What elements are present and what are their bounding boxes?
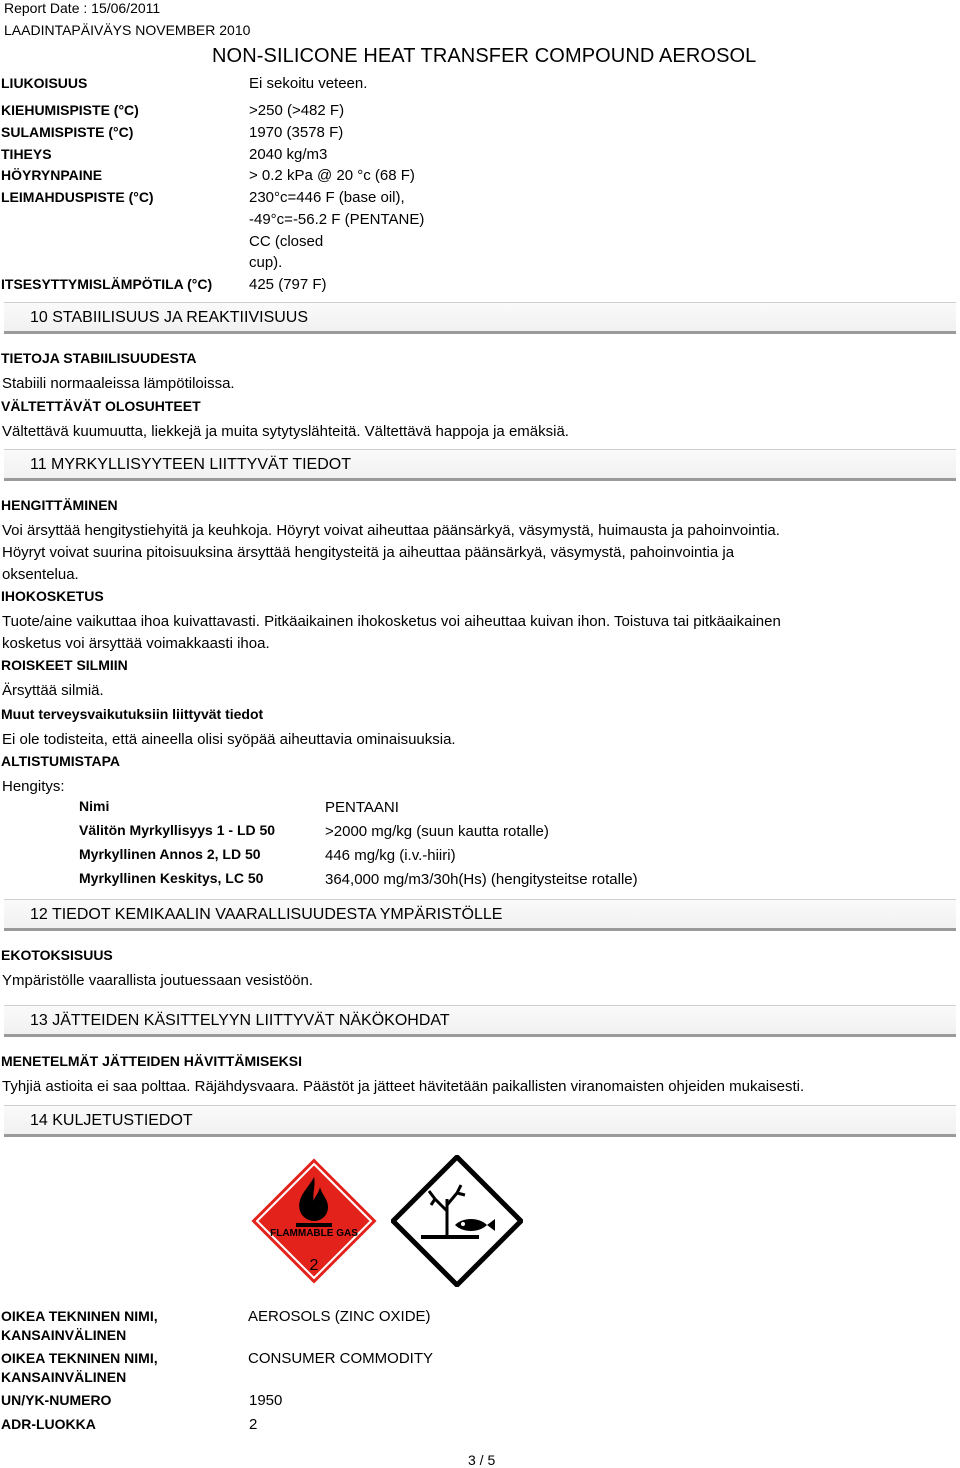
tox-label: Välitön Myrkyllisyys 1 - LD 50: [79, 822, 276, 838]
section-11-header: [4, 449, 956, 481]
property-value: Ei sekoitu veteen.: [249, 75, 368, 92]
tox-label: Nimi: [79, 798, 110, 814]
property-label: TIHEYS: [1, 146, 52, 162]
product-title: NON-SILICONE HEAT TRANSFER COMPOUND AEROSOL: [212, 45, 757, 67]
flammable-gas-pictogram: [248, 1155, 380, 1287]
tox-value: 364,000 mg/m3/30h(Hs) (hengitysteitse rotalle): [325, 871, 638, 888]
transport-label: KANSAINVÄLINEN: [1, 1327, 127, 1343]
ecotoxicity-text: Ympäristölle vaarallista joutuessaan vesistöön.: [2, 972, 313, 989]
section-title: 12 TIEDOT KEMIKAALIN VAARALLISUUDESTA YMPÄRISTÖLLE: [30, 906, 503, 923]
inhalation-text: Höyryt voivat suurina pitoisuuksina ärsyttää hengitysteitä ja aiheuttaa päänsärkyä, väsymystä, pahoinvointia ja: [2, 544, 735, 561]
tox-value: >2000 mg/kg (suun kautta rotalle): [325, 823, 549, 840]
un-number-value: 1950: [249, 1392, 283, 1409]
tox-value: PENTAANI: [325, 799, 399, 816]
disposal-methods-label: MENETELMÄT JÄTTEIDEN HÄVITTÄMISEKSI: [1, 1053, 303, 1069]
ecotoxicity-label: EKOTOKSISUUS: [1, 947, 113, 963]
report-date: Report Date : 15/06/2011: [4, 0, 161, 16]
transport-value: CONSUMER COMMODITY: [248, 1350, 433, 1367]
eye-label: ROISKEET SILMIIN: [1, 657, 128, 673]
skin-label: IHOKOSKETUS: [1, 588, 104, 604]
property-value: 2040 kg/m3: [249, 146, 328, 163]
section-12-header: [4, 899, 956, 931]
transport-label: OIKEA TEKNINEN NIMI,: [1, 1350, 158, 1366]
transport-value: AEROSOLS (ZINC OXIDE): [248, 1308, 431, 1325]
property-label: SULAMISPISTE (°C): [1, 124, 134, 140]
property-value: 1970 (3578 F): [249, 124, 344, 141]
page-number: 3 / 5: [468, 1452, 496, 1468]
revision-date: LAADINTAPÄIVÄYS NOVEMBER 2010: [4, 22, 251, 38]
tox-label: Myrkyllinen Annos 2, LD 50: [79, 846, 261, 862]
other-effects-text: Ei ole todisteita, että aineella olisi syöpää aiheuttavia ominaisuuksia.: [2, 731, 456, 748]
adr-class-value: 2: [249, 1416, 258, 1433]
property-label: HÖYRYNPAINE: [1, 167, 103, 183]
property-value: CC (closed: [249, 233, 324, 250]
hazard-class-number: 2: [309, 1257, 319, 1274]
section-title: 14 KULJETUSTIEDOT: [30, 1112, 193, 1129]
un-number-label: UN/YK-NUMERO: [1, 1392, 112, 1408]
transport-label: KANSAINVÄLINEN: [1, 1369, 127, 1385]
disposal-methods-text: Tyhjiä astioita ei saa polttaa. Räjähdysvaara. Päästöt ja jätteet hävitetään paikallisten viranomaisten ohjeiden mukaisesti.: [2, 1078, 805, 1095]
transport-label: OIKEA TEKNINEN NIMI,: [1, 1308, 158, 1324]
section-10-header: [4, 302, 956, 334]
property-label: LIUKOISUUS: [1, 75, 88, 91]
eye-text: Ärsyttää silmiä.: [2, 682, 104, 699]
adr-class-label: ADR-LUOKKA: [1, 1416, 96, 1432]
section-title: 11 MYRKYLLISYYTEEN LIITTYVÄT TIEDOT: [30, 456, 351, 473]
stability-label: TIETOJA STABIILISUUDESTA: [1, 350, 197, 366]
tox-value: 446 mg/kg (i.v.-hiiri): [325, 847, 456, 864]
avoid-label: VÄLTETTÄVÄT OLOSUHTEET: [1, 398, 201, 414]
tox-label: Myrkyllinen Keskitys, LC 50: [79, 870, 264, 886]
property-value: -49°c=-56.2 F (PENTANE): [249, 211, 425, 228]
exposure-route-text: Hengitys:: [2, 778, 65, 795]
section-13-header: [4, 1005, 956, 1037]
avoid-text: Vältettävä kuumuutta, liekkejä ja muita sytytyslähteitä. Vältettävä happoja ja emäksiä.: [2, 423, 569, 440]
environment-hazard-pictogram: [391, 1155, 523, 1287]
property-value: cup).: [249, 254, 283, 271]
property-label: LEIMAHDUSPISTE (°C): [1, 189, 154, 205]
inhalation-text: Voi ärsyttää hengitystiehyitä ja keuhkoja. Höyryt voivat aiheuttaa päänsärkyä, väsymystä, huimausta ja pahoinvointia.: [2, 522, 780, 539]
stability-text: Stabiili normaaleissa lämpötiloissa.: [2, 375, 235, 392]
section-title: 13 JÄTTEIDEN KÄSITTELYYN LIITTYVÄT NÄKÖKOHDAT: [30, 1012, 450, 1029]
section-14-header: [4, 1105, 956, 1137]
section-title: 10 STABIILISUUS JA REAKTIIVISUUS: [30, 309, 309, 326]
property-label: KIEHUMISPISTE (°C): [1, 102, 139, 118]
property-label: ITSESYTTYMISLÄMPÖTILA (°C): [1, 276, 213, 292]
property-value: > 0.2 kPa @ 20 °c (68 F): [249, 167, 415, 184]
property-value: 230°c=446 F (base oil),: [249, 189, 405, 206]
inhalation-text: oksentelua.: [2, 566, 79, 583]
property-value: 425 (797 F): [249, 276, 327, 293]
flammable-gas-label: FLAMMABLE GAS: [270, 1228, 358, 1239]
other-effects-label: Muut terveysvaikutuksiin liittyvät tiedot: [1, 706, 264, 722]
inhalation-label: HENGITTÄMINEN: [1, 497, 118, 513]
skin-text: Tuote/aine vaikuttaa ihoa kuivattavasti. Pitkäaikainen ihokosketus voi aiheuttaa kuivan ihon. Toistuva tai pitkäaikainen: [2, 613, 781, 630]
exposure-route-label: ALTISTUMISTAPA: [1, 753, 120, 769]
skin-text: kosketus voi ärsyttää voimakkaasti ihoa.: [2, 635, 270, 652]
property-value: >250 (>482 F): [249, 102, 345, 119]
